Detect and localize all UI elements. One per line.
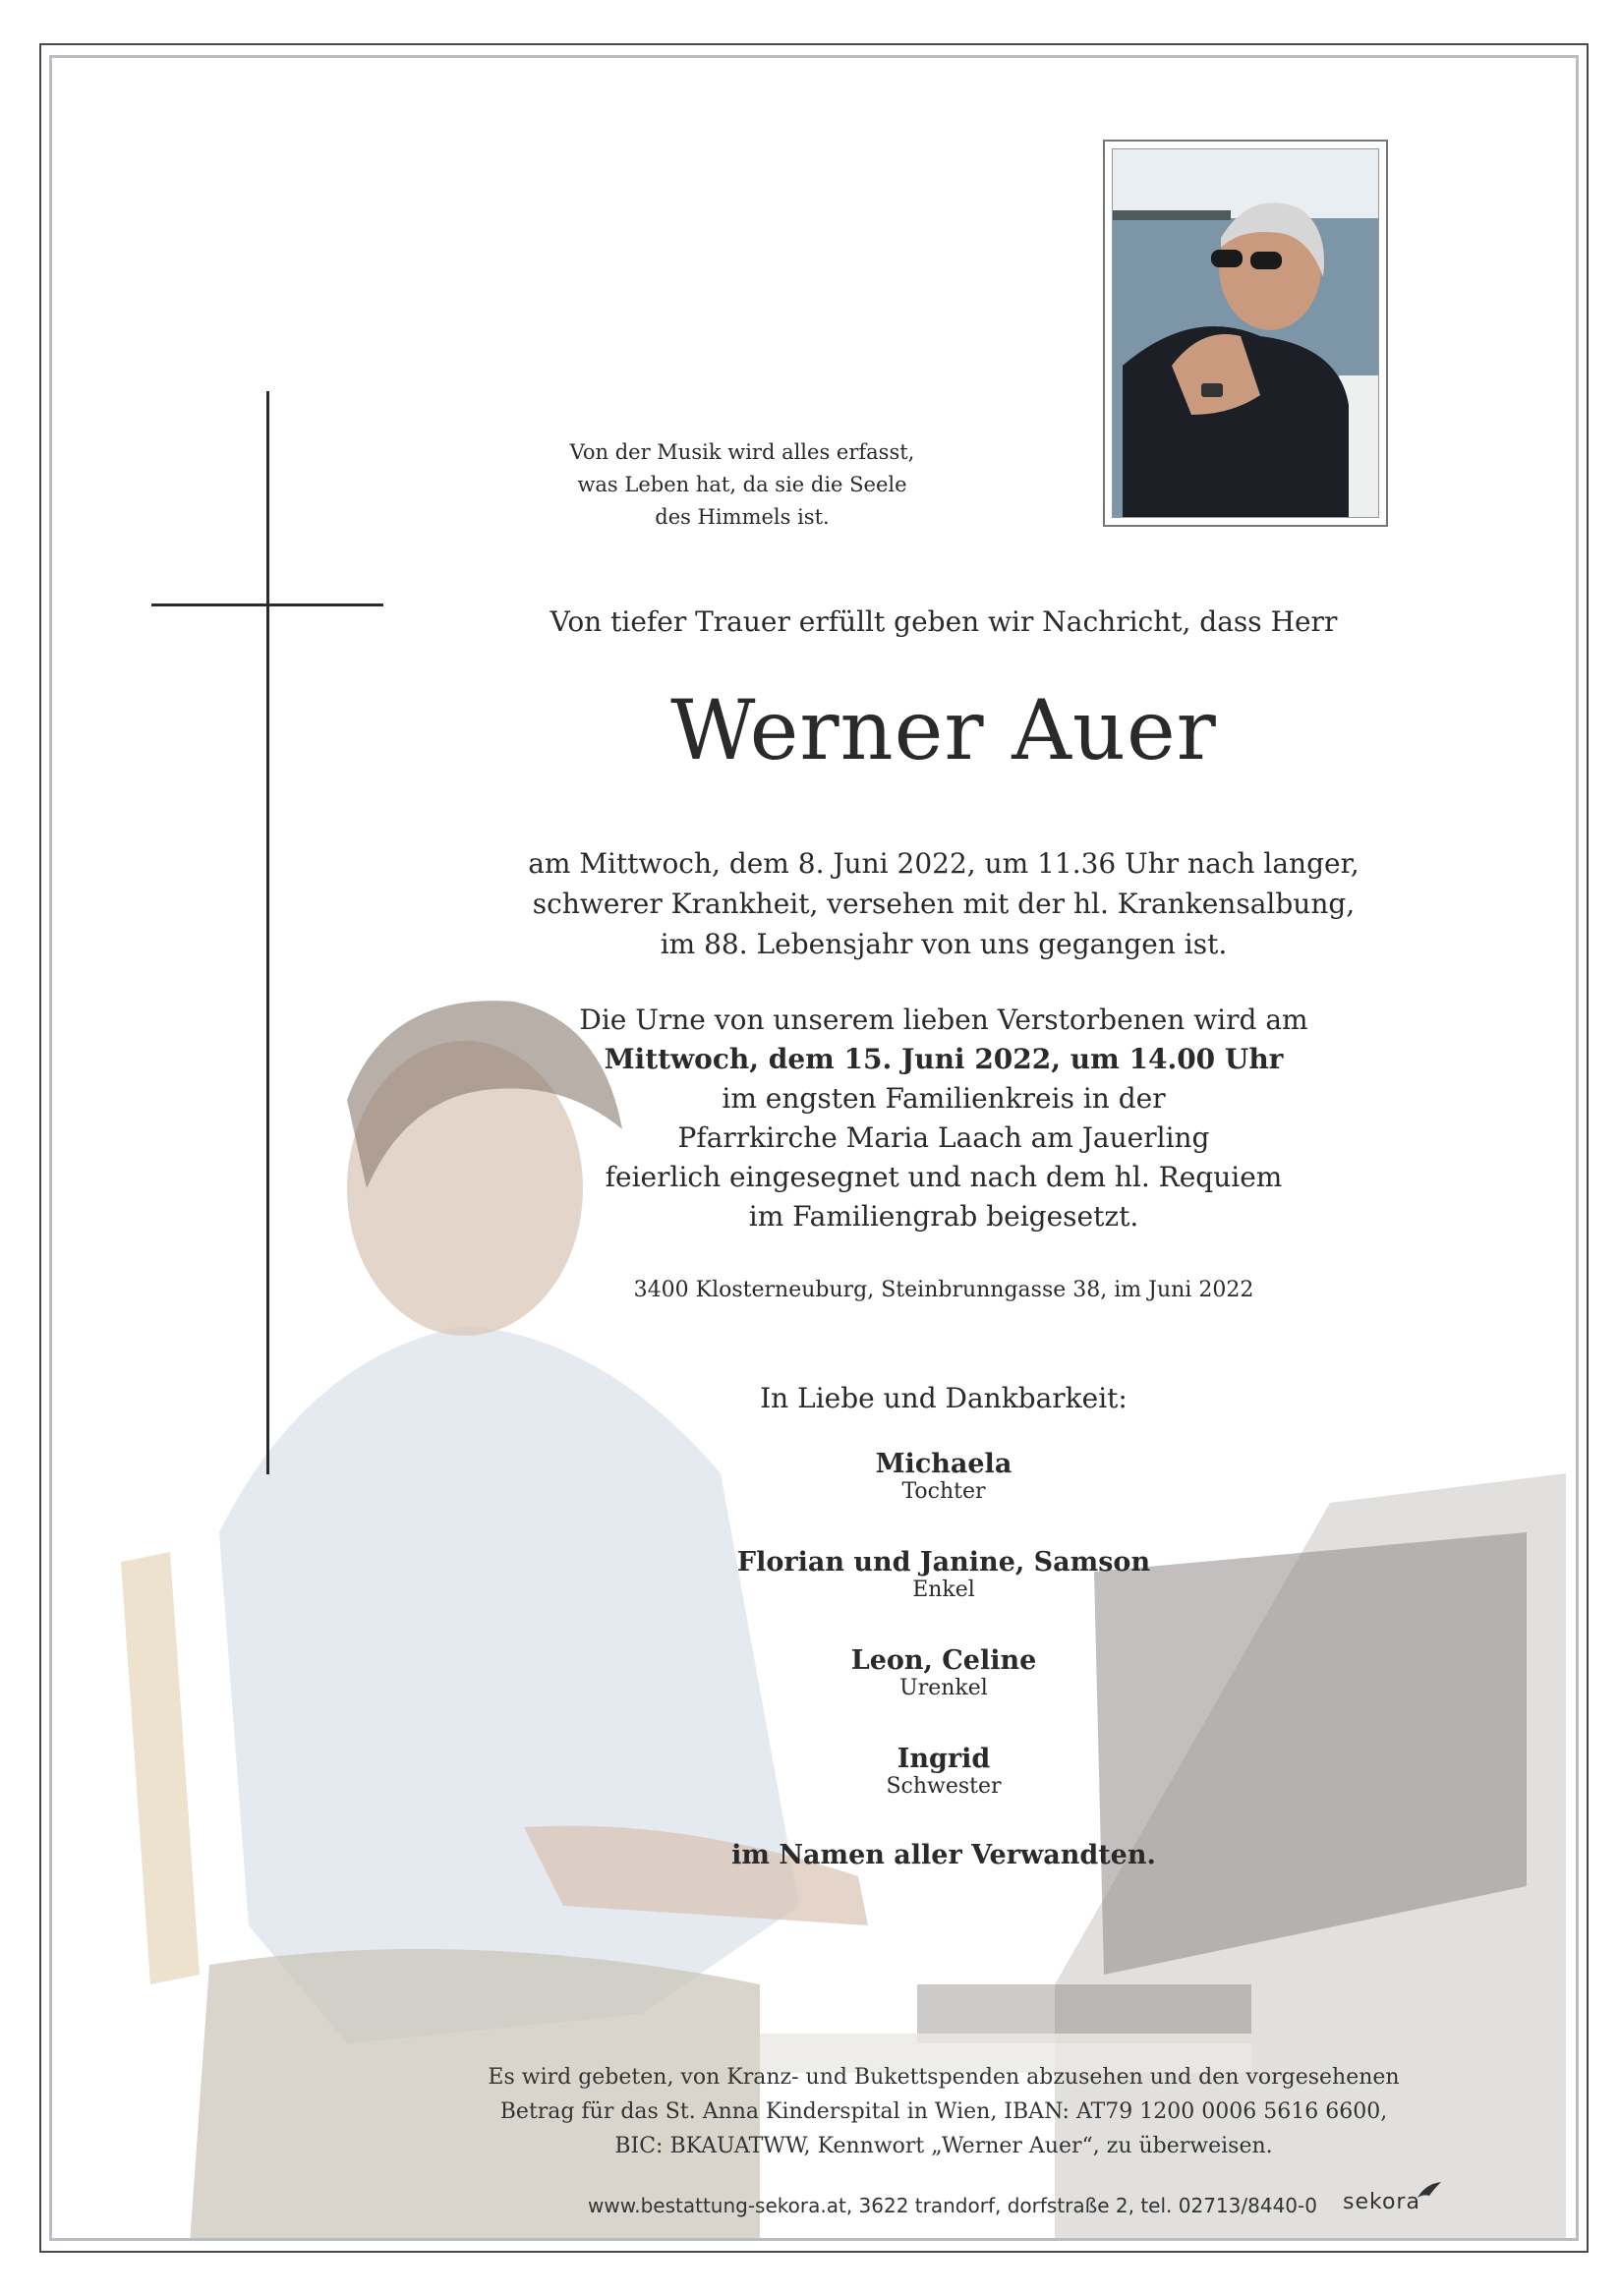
donation-notice [374,2060,1514,2163]
intro-text: Von tiefer Trauer erfüllt geben wir Nachricht, dass Herr [550,605,1338,638]
mourner-role: Schwester [886,1774,1002,1799]
cross-vertical-bar [266,391,269,1474]
portrait-image [1113,149,1378,517]
thanks-heading: In Liebe und Dankbarkeit: [760,1382,1128,1414]
quote-line: was Leben hat, da sie die Seele [577,473,907,496]
death-notice [492,843,1396,964]
quote-line: des Himmels ist. [655,505,830,529]
funeral-line: Pfarrkirche Maria Laach am Jauerling [677,1121,1210,1154]
mourner-role: Tochter [901,1479,986,1504]
mourner-block [492,1449,1396,1504]
death-notice-line: schwerer Krankheit, versehen mit der hl. Krankensalbung, [532,888,1356,920]
portrait-photo [1103,140,1388,527]
mourner-block [492,1547,1396,1602]
funeral-notice [492,1001,1396,1236]
funeral-home-footer: www.bestattung-sekora.at, 3622 trandorf, dorfstraße 2, tel. 02713/8440-0 [588,2194,1317,2217]
donation-line: Betrag für das St. Anna Kinderspital in Wien, IBAN: AT79 1200 0006 5616 6600, [499,2099,1388,2124]
donation-line: Es wird gebeten, von Kranz- und Bukettspenden abzusehen und den vorgesehenen [488,2065,1400,2090]
closing-line: im Namen aller Verwandten. [731,1840,1156,1870]
funeral-line: im engsten Familienkreis in der [722,1082,1166,1115]
cross-horizontal-bar [151,603,383,606]
funeral-line: im Familiengrab beigesetzt. [748,1200,1139,1233]
deceased-name: Werner Auer [670,682,1217,778]
mourner-role: Enkel [912,1578,975,1602]
quote [531,436,954,534]
leaf-icon [1416,2180,1443,2202]
death-notice-line: am Mittwoch, dem 8. Juni 2022, um 11.36 Uhr nach langer, [528,847,1360,880]
funeral-date: Mittwoch, dem 15. Juni 2022, um 14.00 Uhr [604,1043,1284,1075]
sekora-logo: sekora [1343,2190,1420,2214]
address-line: 3400 Klosterneuburg, Steinbrunngasse 38, im Juni 2022 [633,1278,1254,1302]
mourner-role: Urenkel [899,1676,988,1700]
death-notice-line: im 88. Lebensjahr von uns gegangen ist. [660,928,1228,960]
funeral-line: feierlich eingesegnet und nach dem hl. Requiem [605,1161,1283,1193]
donation-line: BIC: BKAUATWW, Kennwort „Werner Auer“, zu überweisen. [614,2134,1273,2158]
mourner-name: Leon, Celine [850,1645,1037,1676]
mourner-name: Michaela [875,1449,1012,1479]
mourner-name: Ingrid [897,1744,991,1774]
mourner-name: Florian und Janine, Samson [736,1547,1151,1578]
mourner-block [492,1744,1396,1799]
quote-line: Von der Musik wird alles erfasst, [569,440,915,464]
mourner-block [492,1645,1396,1700]
funeral-line: Die Urne von unserem lieben Verstorbenen wird am [579,1004,1308,1036]
